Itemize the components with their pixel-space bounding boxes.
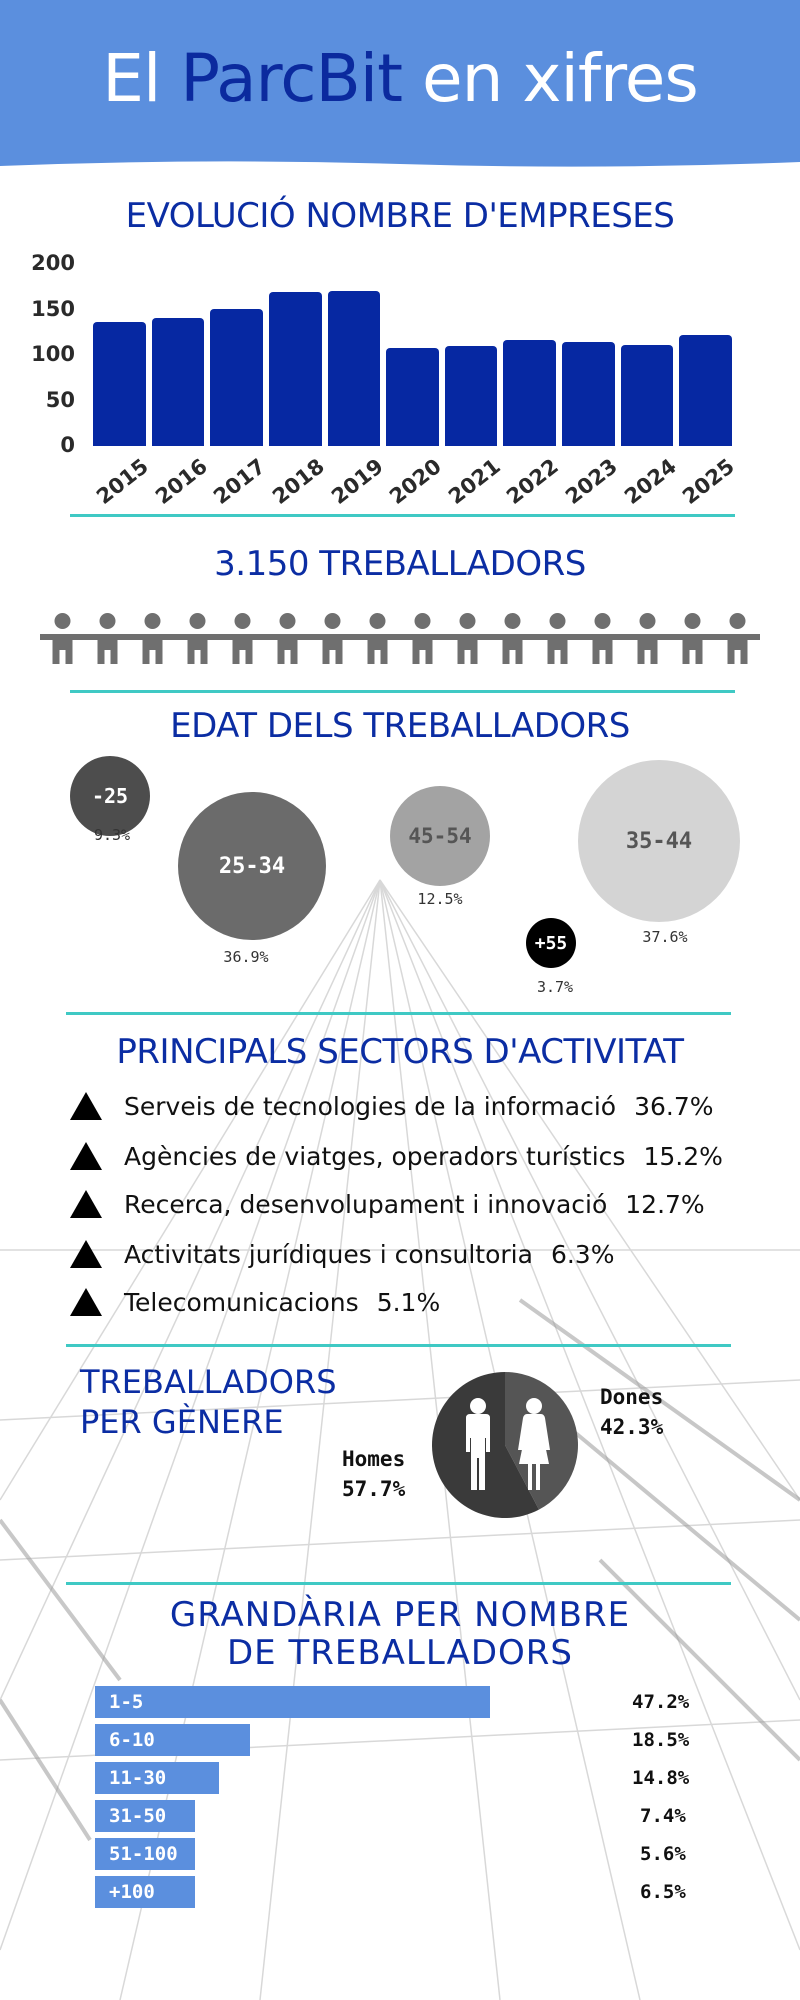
x-tick-label: 2015 bbox=[92, 454, 153, 509]
bar-2021 bbox=[445, 346, 498, 446]
workers-people-row bbox=[40, 612, 760, 668]
person-icon bbox=[127, 613, 179, 664]
age-bubble bbox=[578, 760, 740, 922]
person-icon bbox=[352, 613, 404, 664]
sector-item bbox=[70, 1184, 705, 1224]
size-bar bbox=[95, 1724, 250, 1756]
age-label: 25-34 bbox=[218, 853, 286, 879]
sector-item bbox=[70, 1136, 723, 1176]
title-accent: ParcBit bbox=[180, 40, 403, 117]
bar-2025 bbox=[679, 335, 732, 446]
bar-2020 bbox=[386, 348, 439, 446]
title-prefix: El bbox=[102, 40, 161, 117]
size-bar-pct: 18.5% bbox=[632, 1729, 690, 1751]
sector-item bbox=[70, 1234, 614, 1274]
person-icon bbox=[577, 613, 629, 664]
companies-title: EVOLUCIÓ NOMBRE D'EMPRESES bbox=[125, 196, 675, 236]
gender-title-line: TREBALLADORS bbox=[80, 1363, 337, 1401]
sector-label: Agències de viatges, operadors turístics bbox=[124, 1141, 626, 1171]
divider bbox=[66, 1344, 731, 1347]
bar-2017 bbox=[210, 309, 263, 446]
y-tick-label: 200 bbox=[31, 251, 75, 275]
age-bubble bbox=[70, 756, 150, 836]
x-tick-label: 2022 bbox=[502, 454, 564, 509]
sector-pct: 5.1% bbox=[376, 1287, 441, 1317]
age-bubble bbox=[390, 786, 490, 886]
sector-pct: 15.2% bbox=[643, 1141, 723, 1171]
person-icon bbox=[487, 613, 539, 664]
person-icon bbox=[40, 613, 89, 664]
sector-label: Serveis de tecnologies de la informació bbox=[124, 1091, 617, 1121]
bar-2015 bbox=[93, 322, 146, 446]
person-icon bbox=[217, 613, 269, 664]
age-pct: 9.3% bbox=[93, 826, 131, 844]
triangle-bullet-icon bbox=[70, 1190, 102, 1218]
size-bar-label: 1-5 bbox=[109, 1691, 144, 1713]
x-tick-label: 2017 bbox=[209, 454, 271, 509]
size-bar bbox=[95, 1800, 195, 1832]
size-bar-label: 31-50 bbox=[109, 1805, 167, 1827]
divider bbox=[70, 514, 735, 517]
size-bar-pct: 47.2% bbox=[632, 1691, 690, 1713]
x-tick-label: 2019 bbox=[326, 454, 388, 509]
title-suffix: en xifres bbox=[422, 40, 698, 117]
women-pct: 42.3% bbox=[600, 1415, 664, 1439]
sectors-title: PRINCIPALS SECTORS D'ACTIVITAT bbox=[116, 1032, 684, 1072]
divider bbox=[66, 1582, 731, 1585]
size-title-line: GRANDÀRIA PER NOMBRE bbox=[169, 1595, 631, 1635]
bar-2019 bbox=[328, 291, 381, 446]
women-legend bbox=[600, 1382, 663, 1442]
size-title bbox=[0, 1596, 800, 1672]
gender-title-line: PER GÈNERE bbox=[80, 1403, 284, 1441]
person-icon bbox=[667, 613, 719, 664]
age-pct: 3.7% bbox=[536, 978, 574, 996]
sector-pct: 36.7% bbox=[634, 1091, 714, 1121]
y-tick-label: 50 bbox=[45, 387, 75, 412]
person-icon bbox=[172, 613, 224, 664]
men-label: Homes bbox=[342, 1447, 406, 1471]
triangle-bullet-icon bbox=[70, 1240, 102, 1268]
y-tick-label: 0 bbox=[60, 433, 75, 457]
sector-label: Activitats jurídiques i consultoria bbox=[124, 1239, 533, 1269]
size-bar-pct: 7.4% bbox=[640, 1805, 686, 1827]
person-icon bbox=[262, 613, 314, 664]
ages-title: EDAT DELS TREBALLADORS bbox=[170, 706, 630, 746]
men-legend bbox=[342, 1444, 405, 1504]
age-label: +55 bbox=[534, 932, 568, 954]
person-icon bbox=[712, 613, 761, 664]
page-title bbox=[0, 40, 800, 117]
size-bar-label: 51-100 bbox=[109, 1843, 178, 1865]
gender-pie-chart bbox=[430, 1370, 580, 1520]
size-bar-label: +100 bbox=[109, 1881, 155, 1903]
person-icon bbox=[622, 613, 674, 664]
size-bar bbox=[95, 1686, 490, 1718]
sector-item bbox=[70, 1282, 440, 1322]
divider bbox=[70, 690, 735, 693]
sector-pct: 6.3% bbox=[550, 1239, 615, 1269]
person-icon bbox=[442, 613, 494, 664]
age-bubble bbox=[526, 918, 576, 968]
age-pct: 37.6% bbox=[642, 928, 688, 946]
y-tick-label: 100 bbox=[31, 342, 75, 366]
sector-item bbox=[70, 1086, 714, 1126]
age-label: 35-44 bbox=[625, 828, 693, 854]
size-bar-pct: 6.5% bbox=[640, 1881, 686, 1903]
x-tick-label: 2016 bbox=[150, 454, 212, 509]
x-tick-label: 2024 bbox=[619, 454, 681, 509]
size-bar bbox=[95, 1876, 195, 1908]
size-bar bbox=[95, 1838, 195, 1870]
gender-title bbox=[80, 1362, 337, 1442]
size-bar-label: 6-10 bbox=[109, 1729, 155, 1751]
bar-2016 bbox=[152, 318, 205, 446]
size-bar-pct: 5.6% bbox=[640, 1843, 686, 1865]
header-banner bbox=[0, 0, 800, 170]
triangle-bullet-icon bbox=[70, 1092, 102, 1120]
bar-2024 bbox=[621, 345, 674, 446]
age-pct: 12.5% bbox=[417, 890, 463, 908]
person-icon bbox=[82, 613, 134, 664]
x-tick-label: 2020 bbox=[385, 454, 447, 509]
age-bubble bbox=[178, 792, 326, 940]
size-bar-label: 11-30 bbox=[109, 1767, 167, 1789]
x-tick-label: 2018 bbox=[267, 454, 329, 509]
age-pct: 36.9% bbox=[223, 948, 269, 966]
size-title-line: DE TREBALLADORS bbox=[226, 1633, 573, 1673]
men-pct: 57.7% bbox=[342, 1477, 406, 1501]
triangle-bullet-icon bbox=[70, 1288, 102, 1316]
y-tick-label: 150 bbox=[31, 296, 75, 321]
x-tick-label: 2023 bbox=[561, 454, 622, 509]
person-icon bbox=[397, 613, 449, 664]
sector-pct: 12.7% bbox=[625, 1189, 705, 1219]
divider bbox=[66, 1012, 731, 1015]
bar-2023 bbox=[562, 342, 615, 446]
women-label: Dones bbox=[600, 1385, 664, 1409]
bar-2018 bbox=[269, 292, 322, 446]
triangle-bullet-icon bbox=[70, 1142, 102, 1170]
sector-label: Telecomunicacions bbox=[124, 1287, 359, 1317]
x-tick-label: 2025 bbox=[678, 454, 740, 509]
age-label: 45-54 bbox=[408, 824, 472, 848]
size-bar-pct: 14.8% bbox=[632, 1767, 690, 1789]
workers-title: 3.150 TREBALLADORS bbox=[214, 544, 586, 584]
bar-2022 bbox=[503, 340, 556, 446]
person-icon bbox=[532, 613, 584, 664]
age-label: -25 bbox=[91, 784, 129, 808]
companies-bar-chart bbox=[0, 240, 800, 520]
person-icon bbox=[307, 613, 359, 664]
size-bar bbox=[95, 1762, 219, 1794]
sector-label: Recerca, desenvolupament i innovació bbox=[124, 1189, 608, 1219]
x-tick-label: 2021 bbox=[443, 454, 505, 509]
